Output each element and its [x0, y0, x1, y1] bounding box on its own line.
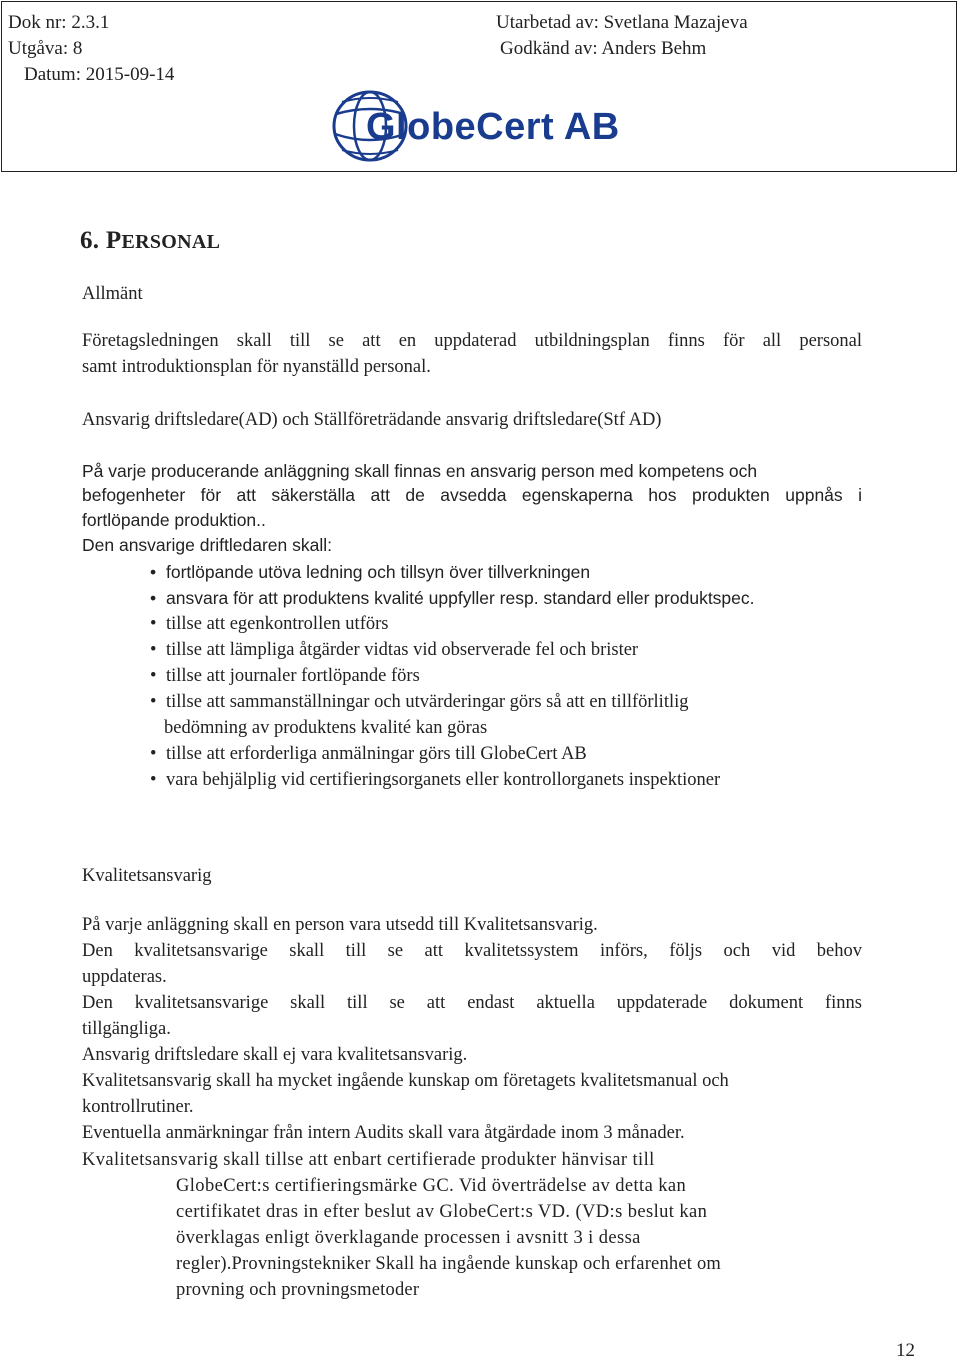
ad-paragraph-line: På varje producerande anläggning skall finnas en ansvarig person med kompetens och: [82, 461, 758, 481]
quality-line: Eventuella anmärkningar från intern Audits skall vara åtgärdade inom 3 månader.: [82, 1123, 685, 1143]
approved-by: Godkänd av: Anders Behm: [500, 38, 707, 59]
cert-line: Kvalitetsansvarig skall tillse att enbart certifierade produkter hänvisar till: [82, 1150, 655, 1170]
general-paragraph-line: Företagsledningen skall till se att en uppdaterad utbildningsplan finns för all personal: [82, 331, 862, 351]
quality-line: tillgängliga.: [82, 1019, 171, 1039]
quality-line: Ansvarig driftsledare skall ej vara kvalitetsansvarig.: [82, 1045, 468, 1065]
quality-line: På varje anläggning skall en person vara utsedd till Kvalitetsansvarig.: [82, 915, 598, 935]
cert-block-line: provning och provningsmetoder: [176, 1280, 420, 1300]
quality-line: Kvalitetsansvarig skall ha mycket ingående kunskap om företagets kvalitetsmanual och: [82, 1071, 729, 1091]
list-item: • tillse att lämpliga åtgärder vidtas vid observerade fel och brister: [150, 637, 755, 663]
cert-block-line: certifikatet dras in efter beslut av GlobeCert:s VD. (VD:s beslut kan: [176, 1202, 708, 1222]
section-title-initial: P: [105, 227, 122, 254]
prepared-by: Utarbetad av: Svetlana Mazajeva: [496, 12, 748, 33]
list-item-continuation: bedömning av produktens kvalité kan göras: [164, 718, 488, 738]
duties-intro: Den ansvarige driftledaren skall:: [82, 535, 332, 555]
list-item: • tillse att sammanställningar och utvärderingar görs så att en tillförlitlig: [150, 689, 755, 715]
quality-line: Den kvalitetsansvarige skall till se att endast aktuella uppdaterade dokument finns: [82, 993, 862, 1013]
page-number: 12: [896, 1340, 915, 1361]
section-title: [80, 227, 220, 255]
edition: Utgåva: 8: [8, 38, 83, 59]
list-item: • ansvara för att produktens kvalité uppfyller resp. standard eller produktspec.: [150, 585, 755, 611]
logo-text: GlobeCert AB: [366, 106, 620, 148]
quality-heading: Kvalitetsansvarig: [82, 866, 212, 886]
quality-line: Den kvalitetsansvarige skall till se att kvalitetssystem införs, följs och vid behov: [82, 941, 862, 961]
list-item: • vara behjälplig vid certifieringsorganets eller kontrollorganets inspektioner: [150, 767, 755, 793]
ad-paragraph-line: fortlöpande produktion..: [82, 510, 266, 530]
doc-number: Dok nr: 2.3.1: [8, 12, 110, 33]
cert-block-line: överklagas enligt överklagande processen i avsnitt 3 i dessa: [176, 1228, 641, 1248]
ad-heading: Ansvarig driftsledare(AD) och Ställföreträdande ansvarig driftsledare(Stf AD): [82, 410, 662, 430]
section-number: 6.: [80, 227, 100, 254]
list-item: • tillse att erforderliga anmälningar görs till GlobeCert AB: [150, 741, 755, 767]
list-item: • tillse att journaler fortlöpande förs: [150, 663, 755, 689]
list-item: • tillse att egenkontrollen utförs: [150, 611, 755, 637]
ad-paragraph-line: befogenheter för att säkerställa att de avsedda egenskaperna hos produkten uppnås i: [82, 485, 862, 505]
section-title-rest: ERSONAL: [121, 231, 221, 253]
list-item: • fortlöpande utöva ledning och tillsyn över tillverkningen: [150, 559, 755, 585]
logo-frame: [328, 84, 330, 174]
cert-block-line: regler).Provningstekniker Skall ha ingående kunskap och erfarenhet om: [176, 1254, 721, 1274]
quality-line: uppdateras.: [82, 967, 167, 987]
general-paragraph-line: samt introduktionsplan för nyanställd personal.: [82, 357, 431, 377]
quality-line: kontrollrutiner.: [82, 1097, 194, 1117]
duties-list: [150, 559, 755, 793]
date: Datum: 2015-09-14: [24, 64, 175, 85]
general-heading: Allmänt: [82, 284, 143, 304]
cert-block-line: GlobeCert:s certifieringsmärke GC. Vid överträdelse av detta kan: [176, 1176, 687, 1196]
